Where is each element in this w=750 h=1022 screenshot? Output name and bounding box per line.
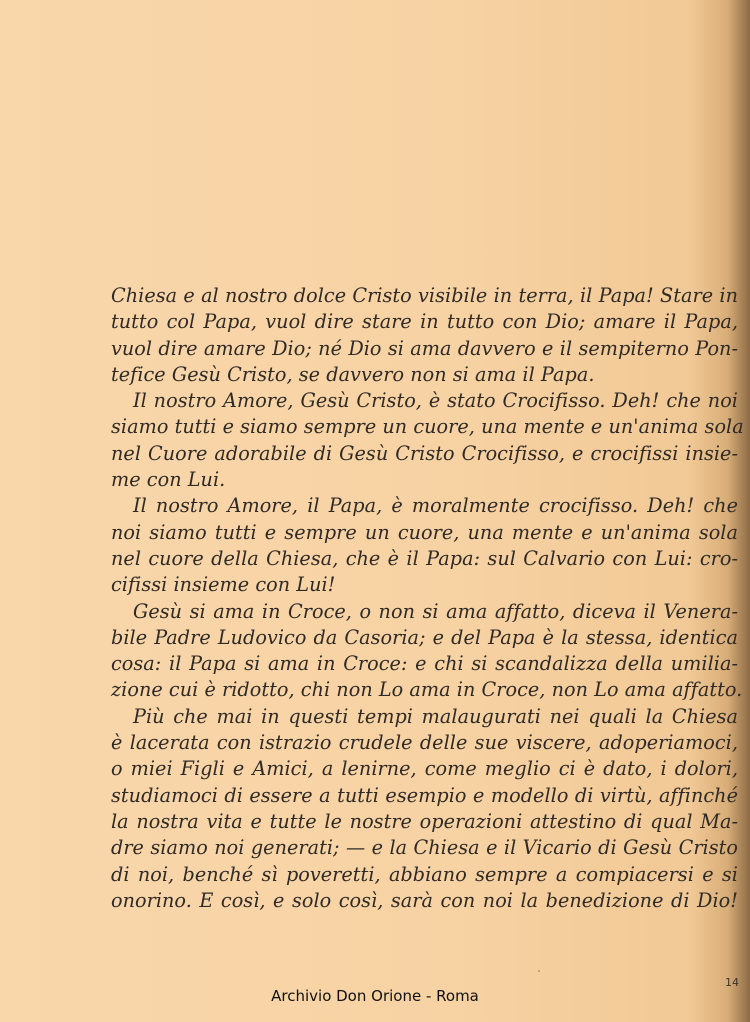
- text-line: siamo tutti e siamo sempre un cuore, una mente e un'anima sola: [111, 415, 744, 439]
- paragraph: [111, 493, 738, 598]
- text-line: Il nostro Amore, Gesù Cristo, è stato Crocifisso. Deh! che noi: [133, 389, 738, 413]
- text-line: di noi, benché sì poveretti, abbiano sempre a compiacersi e si: [111, 862, 738, 886]
- text-line: noi siamo tutti e sempre un cuore, una mente e un'anima sola: [111, 520, 738, 544]
- text-line: tefice Gesù Cristo, se davvero non si ama il Papa.: [111, 362, 595, 386]
- text-line: studiamoci di essere a tutti esempio e modello di virtù, affinché: [111, 783, 738, 807]
- text-line: zione cui è ridotto, chi non Lo ama in Croce, non Lo ama affatto.: [111, 678, 743, 702]
- text-line: o miei Figli e Amici, a lenirne, come meglio ci è dato, i dolori,: [111, 757, 738, 781]
- text-line: Il nostro Amore, il Papa, è moralmente crocifisso. Deh! che: [133, 494, 738, 518]
- text-line: onorino. E così, e solo così, sarà con noi la benedizione di Dio!: [111, 888, 738, 912]
- text-line: dre siamo noi generati; — e la Chiesa e il Vicario di Gesù Cristo: [111, 836, 738, 860]
- text-line: tutto col Papa, vuol dire stare in tutto con Dio; amare il Papa,: [111, 310, 738, 334]
- text-line: vuol dire amare Dio; né Dio si ama davvero e il sempiterno Pon-: [111, 336, 738, 360]
- paragraph: [111, 283, 738, 388]
- body-text: [111, 283, 744, 914]
- text-line: Chiesa e al nostro dolce Cristo visibile in terra, il Papa! Stare in: [111, 284, 738, 307]
- paragraph: [111, 599, 743, 704]
- text-line: nel Cuore adorabile di Gesù Cristo Crocifisso, e crocifissi insie-: [111, 441, 738, 465]
- paper-speck: [538, 970, 540, 972]
- text-line: cosa: il Papa si ama in Croce: e chi si scandalizza della umilia-: [111, 652, 738, 676]
- paragraph: [111, 388, 744, 493]
- text-line: la nostra vita e tutte le nostre operazioni attestino di qual Ma-: [111, 809, 738, 833]
- text-line: Gesù si ama in Croce, o non si ama affatto, diceva il Venera-: [133, 599, 738, 623]
- text-line: Più che mai in questi tempi malaugurati nei quali la Chiesa: [133, 704, 738, 728]
- text-line: cifissi insieme con Lui!: [111, 573, 336, 597]
- text-line: nel cuore della Chiesa, che è il Papa: sul Calvario con Lui: cro-: [111, 546, 738, 570]
- page-number: 14: [725, 976, 739, 989]
- archive-footer: Archivio Don Orione - Roma: [271, 987, 479, 1005]
- paragraph: [111, 704, 738, 914]
- text-line: me con Lui.: [111, 468, 226, 492]
- text-line: è lacerata con istrazio crudele delle sue viscere, adoperiamoci,: [111, 731, 738, 755]
- text-line: bile Padre Ludovico da Casoria; e del Papa è la stessa, identica: [111, 625, 738, 649]
